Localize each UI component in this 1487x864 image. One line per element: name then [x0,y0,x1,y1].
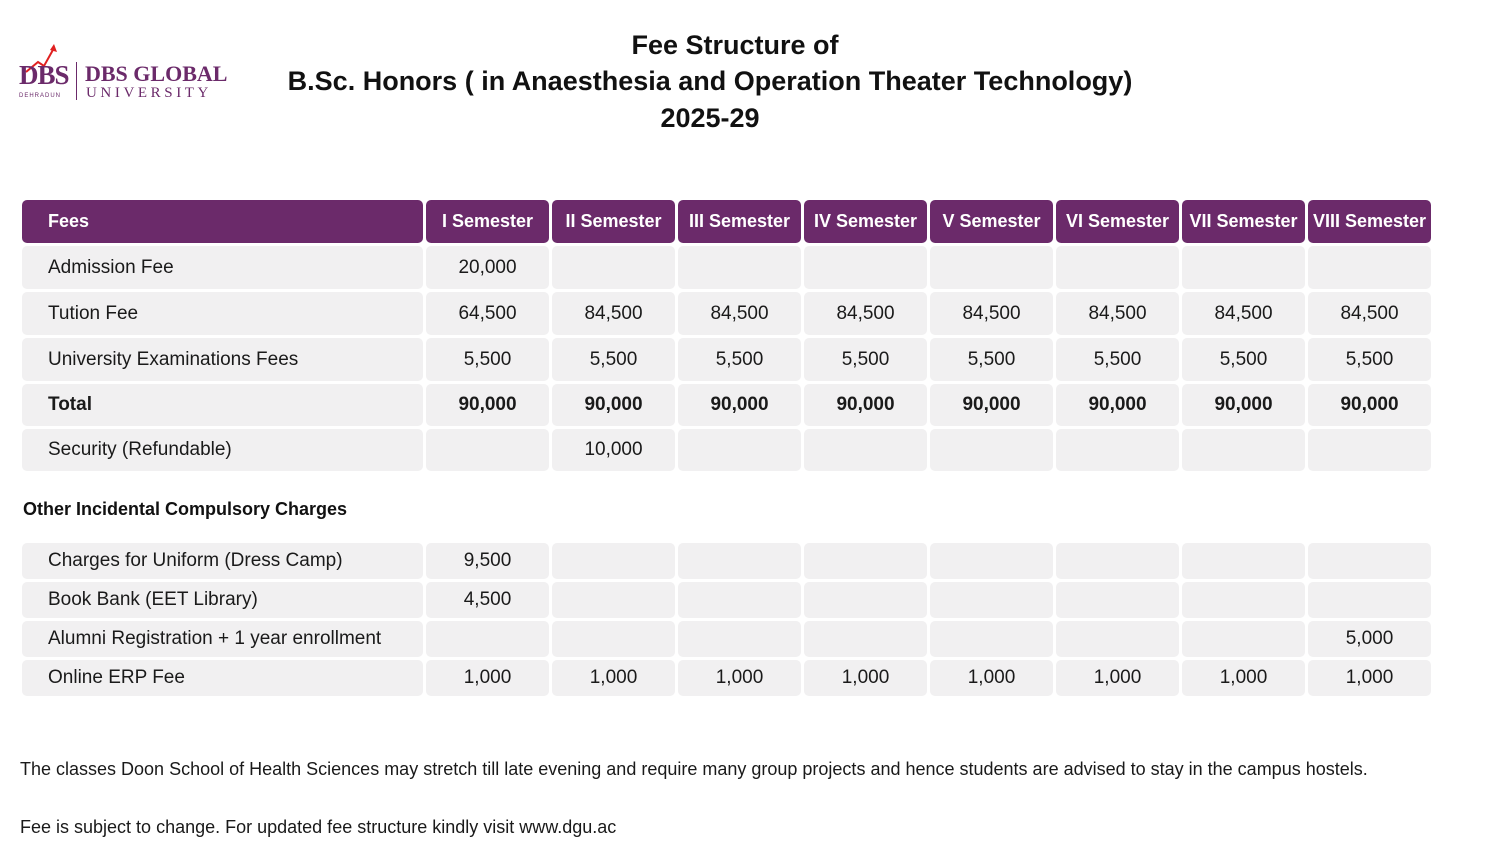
table-cell: 5,500 [930,338,1053,381]
table-cell: 84,500 [930,292,1053,335]
header-cell-semester-7: VII Semester [1182,200,1305,243]
table-cell [804,246,927,289]
table-cell: 84,500 [1308,292,1431,335]
table-cell [552,621,675,657]
total-cell: 90,000 [930,384,1053,426]
table-cell: 10,000 [552,429,675,471]
table-cell [804,543,927,579]
table-cell [804,582,927,618]
table-cell: 5,500 [1056,338,1179,381]
logo-name: DBS GLOBAL [85,61,228,86]
table-cell [1308,429,1431,471]
logo-divider [76,62,77,100]
table-cell [1308,543,1431,579]
logo-subtitle: UNIVERSITY [86,85,212,101]
table-cell [1182,543,1305,579]
header-cell-semester-5: V Semester [930,200,1053,243]
dbs-logo-mark [18,44,74,104]
hostel-note: The classes Doon School of Health Sciences may stretch till late evening and require many group projects and hence students are advised to stay in the campus hostels. [20,759,1368,779]
table-cell: 4,500 [426,582,549,618]
fee-change-note: Fee is subject to change. For updated fee structure kindly visit www.dgu.ac [20,817,617,837]
logo-mark-text: DBS [19,60,69,90]
table-cell: 84,500 [678,292,801,335]
table-cell [1056,582,1179,618]
table-cell: 1,000 [1182,660,1305,696]
row-label-university-examinations-fees: University Examinations Fees [22,338,423,381]
logo-mark-city: DEHRADUN [19,93,62,99]
table-cell: 5,500 [552,338,675,381]
table-cell [1056,429,1179,471]
incidental-charges-table [22,543,1431,696]
table-cell: 84,500 [1182,292,1305,335]
total-cell: 90,000 [552,384,675,426]
row-label-tution-fee: Tution Fee [22,292,423,335]
table-cell [1056,543,1179,579]
total-cell: 90,000 [426,384,549,426]
table-cell: 1,000 [804,660,927,696]
total-cell: 90,000 [678,384,801,426]
table-cell: 5,500 [1308,338,1431,381]
table-cell [426,429,549,471]
page-title-line-2: B.Sc. Honors ( in Anaesthesia and Operation Theater Technology) [287,66,1133,96]
table-cell: 9,500 [426,543,549,579]
table-cell [1182,582,1305,618]
row-label-admission-fee: Admission Fee [22,246,423,289]
total-cell: 90,000 [804,384,927,426]
table-cell [1056,621,1179,657]
table-cell: 84,500 [1056,292,1179,335]
table-cell: 1,000 [930,660,1053,696]
row-label-online-erp-fee: Online ERP Fee [22,660,423,696]
table-cell [678,429,801,471]
table-cell: 5,500 [804,338,927,381]
table-cell [678,582,801,618]
table-cell: 64,500 [426,292,549,335]
header-cell-semester-6: VI Semester [1056,200,1179,243]
university-logo [18,44,228,106]
table-cell: 1,000 [426,660,549,696]
total-cell: 90,000 [1308,384,1431,426]
table-cell [804,621,927,657]
table-cell: 5,500 [426,338,549,381]
table-cell: 84,500 [552,292,675,335]
header-cell-semester-3: III Semester [678,200,801,243]
header-cell-fees: Fees [22,200,423,243]
row-label-alumni-registration: Alumni Registration + 1 year enrollment [22,621,423,657]
table-cell [678,543,801,579]
table-cell [678,621,801,657]
table-cell [1056,246,1179,289]
page-title-line-3: 2025-29 [660,103,760,133]
row-label-total: Total [22,384,423,426]
table-cell [678,246,801,289]
table-cell [1182,429,1305,471]
table-cell [930,246,1053,289]
table-cell [552,543,675,579]
table-cell [930,429,1053,471]
header-cell-semester-4: IV Semester [804,200,927,243]
table-cell: 1,000 [552,660,675,696]
incidental-charges-heading: Other Incidental Compulsory Charges [23,499,348,519]
fee-table [22,200,1431,471]
table-cell [930,582,1053,618]
table-cell: 84,500 [804,292,927,335]
table-cell [552,582,675,618]
table-cell [930,621,1053,657]
table-cell [1182,246,1305,289]
table-cell [930,543,1053,579]
row-label-uniform: Charges for Uniform (Dress Camp) [22,543,423,579]
total-cell: 90,000 [1182,384,1305,426]
table-cell: 1,000 [1308,660,1431,696]
table-cell [426,621,549,657]
row-label-book-bank: Book Bank (EET Library) [22,582,423,618]
table-cell: 1,000 [678,660,801,696]
table-cell [804,429,927,471]
table-cell [1308,246,1431,289]
header-cell-semester-1: I Semester [426,200,549,243]
table-cell [1308,582,1431,618]
header-cell-semester-8: VIII Semester [1308,200,1431,243]
table-cell [552,246,675,289]
table-cell [1182,621,1305,657]
table-cell: 5,500 [678,338,801,381]
table-cell: 5,500 [1182,338,1305,381]
table-cell: 1,000 [1056,660,1179,696]
table-cell: 5,000 [1308,621,1431,657]
page-title-line-1: Fee Structure of [631,30,839,60]
total-cell: 90,000 [1056,384,1179,426]
row-label-security: Security (Refundable) [22,429,423,471]
table-cell: 20,000 [426,246,549,289]
header-cell-semester-2: II Semester [552,200,675,243]
